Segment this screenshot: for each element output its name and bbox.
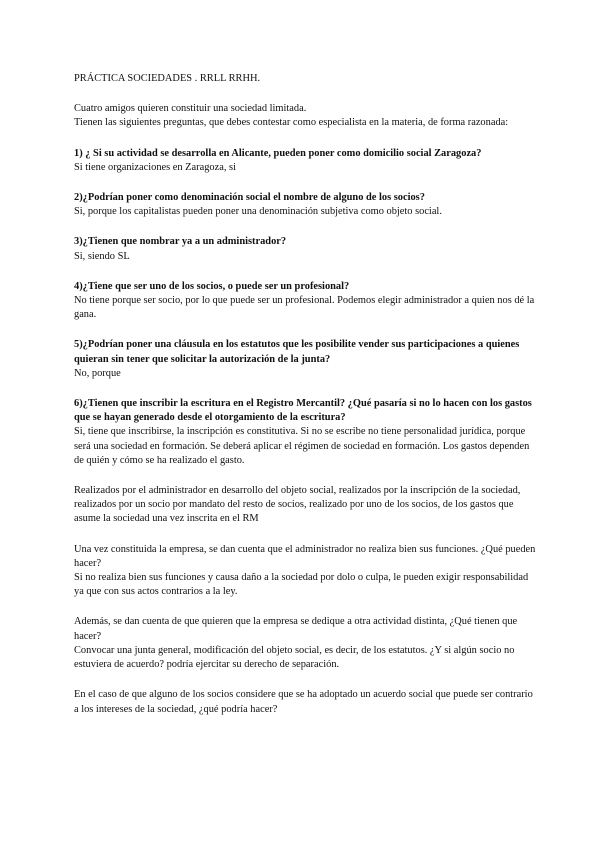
qa-item-5 <box>74 338 538 381</box>
document-title: PRÁCTICA SOCIEDADES . RRLL RRHH. <box>74 73 261 84</box>
answer-5: No, porque <box>74 367 121 379</box>
question-1: 1) ¿ Si su actividad se desarrolla en Alicante, pueden poner como domicilio social Zaragoza? <box>74 147 482 159</box>
intro-line-2: Tienen las siguientes preguntas, que debes contestar como especialista en la materia, de forma razonada: <box>74 117 509 129</box>
intro-line-1: Cuatro amigos quieren constituir una sociedad limitada. <box>74 103 307 115</box>
paragraph-2-block <box>74 543 538 600</box>
intro-block <box>74 102 538 130</box>
question-6: 6)¿Tienen que inscribir la escritura en el Registro Mercantil? ¿Qué pasaría si no lo hacen con los gastos que se hayan generado desde el otorgamiento de la escritura? <box>74 398 532 424</box>
answer-1: Si tiene organizaciones en Zaragoza, si <box>74 161 236 173</box>
answer-3: Si, siendo SL <box>74 250 130 262</box>
qa-item-1 <box>74 147 538 175</box>
paragraph-4-block <box>74 688 538 716</box>
qa-item-4 <box>74 280 538 323</box>
paragraph-3-block <box>74 615 538 672</box>
question-5: 5)¿Podrían poner una cláusula en los estatutos que les posibilite vender sus participaciones a quienes quieran sin tener que solicitar la autorización de la junta? <box>74 339 520 365</box>
qa-item-6 <box>74 397 538 468</box>
qa-item-2 <box>74 191 538 219</box>
paragraph-1: Realizados por el administrador en desarrollo del objeto social, realizados por la inscripción de la sociedad, realizados por un socio por mandato del resto de socios, realizado por uno de los socios, de los gastos que asume la sociedad una vez inscrita en el RM <box>74 485 521 525</box>
paragraph-2: Una vez constituida la empresa, se dan cuenta que el administrador no realiza bien sus funciones. ¿Qué pueden hacer? Si no realiza bien sus funciones y causa daño a la sociedad por dolo o culpa, le pueden exigir responsabilidad ya que con sus actos contrarios a la ley. <box>74 543 536 598</box>
paragraph-3: Además, se dan cuenta de que quieren que la empresa se dedique a otra actividad distinta, ¿Qué tienen que hacer? Convocar una junta general, modificación del objeto social, es decir, de los estatutos. ¿Y si algún socio no estuviera de acuerdo? podría ejercitar su derecho de separación. <box>74 616 518 671</box>
paragraph-1-block <box>74 484 538 527</box>
answer-6: Si, tiene que inscribirse, la inscripción es constitutiva. Si no se escribe no tiene personalidad jurídica, porque será una sociedad en formación. Se deberá aplicar el régimen de sociedad en formación. Los gastos dependen de quién y cómo se ha realizado el gasto. <box>74 426 530 466</box>
qa-item-3 <box>74 235 538 263</box>
question-2: 2)¿Podrían poner como denominación social el nombre de alguno de los socios? <box>74 192 425 204</box>
question-3: 3)¿Tienen que nombrar ya a un administrador? <box>74 236 287 248</box>
question-4: 4)¿Tiene que ser uno de los socios, o puede ser un profesional? <box>74 280 350 292</box>
answer-4: No tiene porque ser socio, por lo que puede ser un profesional. Podemos elegir administrador a quien nos dé la gana. <box>74 295 535 321</box>
answer-2: Si, porque los capitalistas pueden poner una denominación subjetiva como objeto social. <box>74 206 442 218</box>
paragraph-4: En el caso de que alguno de los socios considere que se ha adoptado un acuerdo social que puede ser contrario a los intereses de la sociedad, ¿qué podría hacer? <box>74 689 533 715</box>
